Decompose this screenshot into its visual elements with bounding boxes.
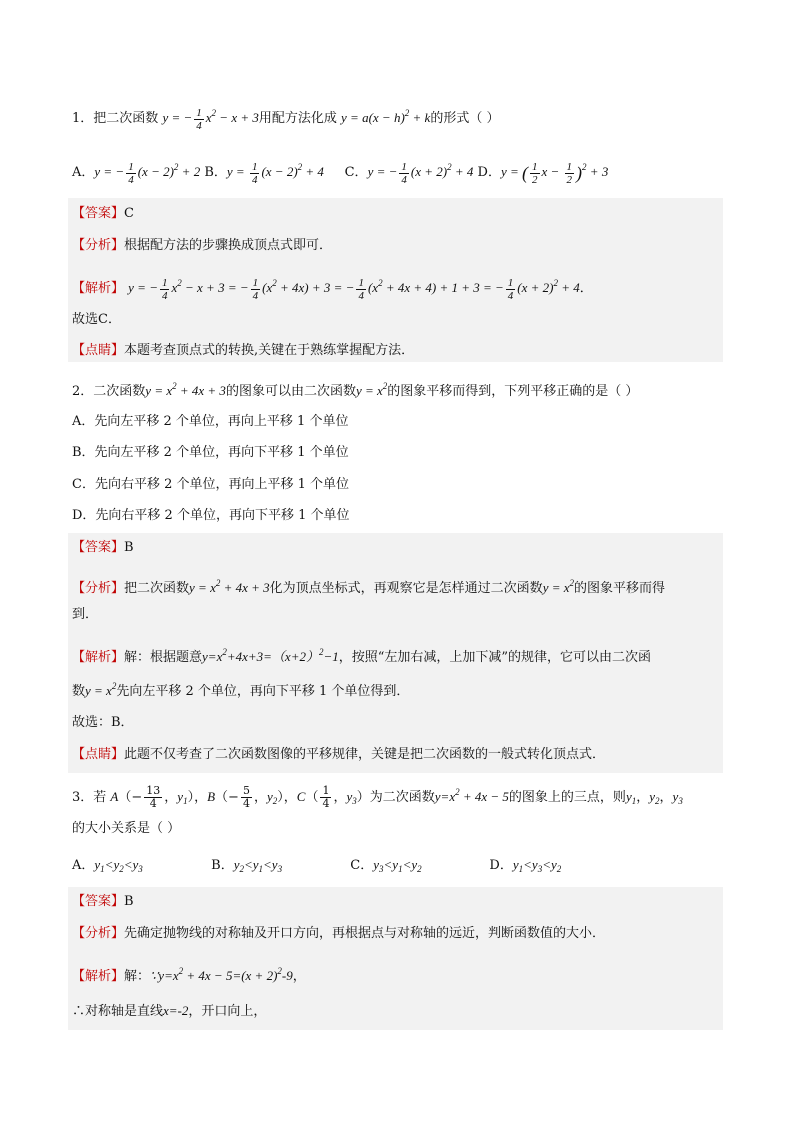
q1-option-d[interactable]: D．y = ( $\frac{1}{2}$ x − $\frac{1}{2}$ )$^2$ + 3 bbox=[477, 160, 609, 186]
q2-solution: 【解析】解：根据题意$y=x^2+4x+3=(x+2)^2-1$，按照“左加右减，上加下减”的规律，它可以由二次函 bbox=[72, 647, 652, 665]
q2-option-b[interactable]: B．先向左平移 2 个单位，再向下平移 1 个单位 bbox=[72, 445, 349, 460]
q3-option-c[interactable]: C．$y_3<y_1<y_2$ bbox=[350, 857, 422, 874]
q1-comment: 【点睛】本题考查顶点式的转换,关键在于熟练掌握配方法． bbox=[72, 343, 415, 358]
q1-answer: 【答案】C bbox=[72, 206, 134, 221]
q2-analysis: 【分析】把二次函数$y = x^2 + 4x + 3$化为顶点坐标式，再观察它是怎样通过二次函数$y = x^2$的图象平移而得 bbox=[72, 578, 666, 596]
q1-option-c[interactable]: C．y = − $\frac{1}{4}$ $(x + 2)^2 + 4$ bbox=[344, 160, 474, 186]
q1-options bbox=[72, 158, 608, 186]
q2-answer: 【答案】B bbox=[72, 540, 134, 555]
q1-option-a[interactable]: A．y = − $\frac{1}{4}$ $(x - 2)^2 + 2$ bbox=[72, 160, 201, 186]
q2-option-d[interactable]: D．先向右平移 2 个单位，再向下平移 1 个单位 bbox=[72, 508, 350, 523]
q2-comment: 【点睛】此题不仅考查了二次函数图像的平移规律，关键是把二次函数的一般式转化顶点式． bbox=[72, 747, 606, 762]
q3-answer: 【答案】B bbox=[72, 894, 134, 909]
q3-option-a[interactable]: A．$y_1<y_2<y_3$ bbox=[72, 857, 143, 874]
q2-conclusion: 故选：B． bbox=[72, 715, 134, 730]
q2-option-a[interactable]: A．先向左平移 2 个单位，再向上平移 1 个单位 bbox=[72, 414, 349, 429]
q2-stem: 2．二次函数$y = x^2 + 4x + 3$的图象可以由二次函数$y = x^2$的图象平移而得到，下列平移正确的是（ ） bbox=[72, 381, 639, 399]
q3-analysis: 【分析】先确定抛物线的对称轴及开口方向，再根据点与对称轴的远近，判断函数值的大小． bbox=[72, 926, 606, 941]
q1-solution: 【解析】 y = − $\frac{1}{4}$ $x^2 - x + 3$ = − $\frac{1}{4}$ $(x^2 + 4x) + 3$ = − $\frac{1}{4}$ $(x^2 + 4x + 4) + 1 + 3$ = − $\frac{1}{4}$ $(x + 2)^2 + 4$． bbox=[72, 276, 593, 302]
q3-stem-cont: 的大小关系是（ ） bbox=[72, 821, 181, 836]
q3-option-b[interactable]: B．$y_2<y_1<y_3$ bbox=[211, 857, 283, 874]
q3-options bbox=[72, 856, 624, 878]
q2-analysis-cont: 到． bbox=[72, 607, 99, 622]
q2-solution-cont: 数$y = x^2$先向左平移 2 个单位，再向下平移 1 个单位得到． bbox=[72, 681, 410, 699]
q3-option-d[interactable]: D．$y_1<y_3<y_2$ bbox=[489, 857, 562, 874]
q1-stem: 1．把二次函数 y = − $\frac{1}{4}$ $x^2 - x + 3$用配方法化成 $y = a(x - h)^2 + k$的形式（ ） bbox=[72, 106, 500, 132]
q2-option-c[interactable]: C．先向右平移 2 个单位，再向上平移 1 个单位 bbox=[72, 477, 350, 492]
q3-solution: 【解析】解：$\because y=x^2 + 4x - 5=(x + 2)^2-9$， bbox=[72, 966, 306, 984]
q1-option-b[interactable]: B．y = $\frac{1}{4}$ $(x - 2)^2 + 4$ bbox=[204, 160, 324, 186]
q1-analysis: 【分析】根据配方法的步骤换成顶点式即可． bbox=[72, 238, 333, 253]
q1-vertex-form: $y = a(x - h)^2 + k$ bbox=[341, 108, 431, 125]
q3-solution-cont: ∴对称轴是直线x=-2，开口向上， bbox=[72, 1003, 267, 1019]
q1-function: y = − $\frac{1}{4}$ $x^2 - x + 3$ bbox=[162, 106, 259, 132]
q1-conclusion: 故选C． bbox=[72, 312, 121, 327]
q3-stem: 3．若 A（− $\frac{13}{4}$ ，$y_1$），B（− $\frac{5}{4}$ ，$y_2$），C（ $\frac{1}{4}$ ，$y_3$）为二次函数$y=x^2 + 4x - 5$的图象上的三点，则$y_1$，$y_2$，$y_3$ bbox=[72, 784, 683, 810]
